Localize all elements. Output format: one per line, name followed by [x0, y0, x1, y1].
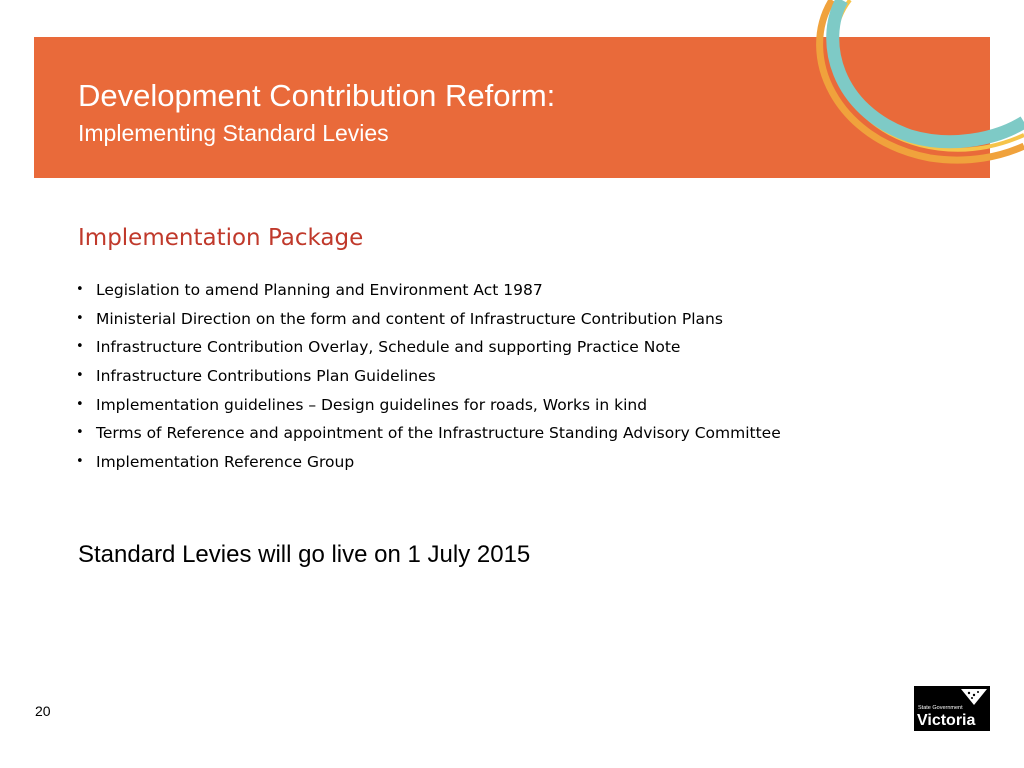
list-item-text: Terms of Reference and appointment of the Infrastructure Standing Advisory Committee — [96, 424, 781, 443]
list-item-text: Legislation to amend Planning and Environment Act 1987 — [96, 281, 543, 299]
victoria-map-icon — [960, 688, 988, 706]
list-item — [76, 448, 781, 477]
list-item-text: Infrastructure Contributions Plan Guidelines — [96, 367, 436, 386]
bullet-list — [76, 276, 781, 477]
list-item — [76, 419, 781, 448]
bullet-glyph: • — [76, 368, 84, 384]
slide-subtitle: Implementing Standard Levies — [78, 120, 389, 146]
bullet-glyph: • — [76, 339, 84, 355]
page-number: 20 — [35, 703, 51, 719]
list-item — [76, 391, 781, 420]
bullet-glyph: • — [76, 282, 84, 297]
list-item — [76, 362, 781, 391]
victoria-government-logo — [914, 686, 990, 731]
swoosh-teal-arc — [833, 0, 1024, 142]
swoosh-graphic — [790, 0, 1024, 170]
bullet-glyph: • — [76, 396, 84, 412]
go-live-statement: Standard Levies will go live on 1 July 2015 — [78, 541, 531, 568]
list-item-text: Implementation guidelines – Design guidelines for roads, Works in kind — [96, 395, 648, 414]
bullet-glyph: • — [76, 454, 84, 470]
list-item-text: Infrastructure Contribution Overlay, Schedule and supporting Practice Note — [96, 338, 681, 357]
list-item-text: Ministerial Direction on the form and content of Infrastructure Contribution Plans — [96, 309, 723, 328]
bullet-glyph: • — [76, 310, 84, 326]
section-heading: Implementation Package — [78, 225, 364, 251]
list-item — [76, 305, 781, 334]
list-item — [76, 276, 781, 305]
list-item-text: Implementation Reference Group — [96, 453, 355, 472]
logo-main-text: Victoria — [917, 712, 976, 729]
slide-title: Development Contribution Reform: — [78, 78, 556, 113]
decorative-swoosh — [790, 0, 1024, 170]
bullet-glyph: • — [76, 425, 84, 441]
list-item — [76, 333, 781, 362]
logo-small-text: State Government — [918, 705, 963, 711]
